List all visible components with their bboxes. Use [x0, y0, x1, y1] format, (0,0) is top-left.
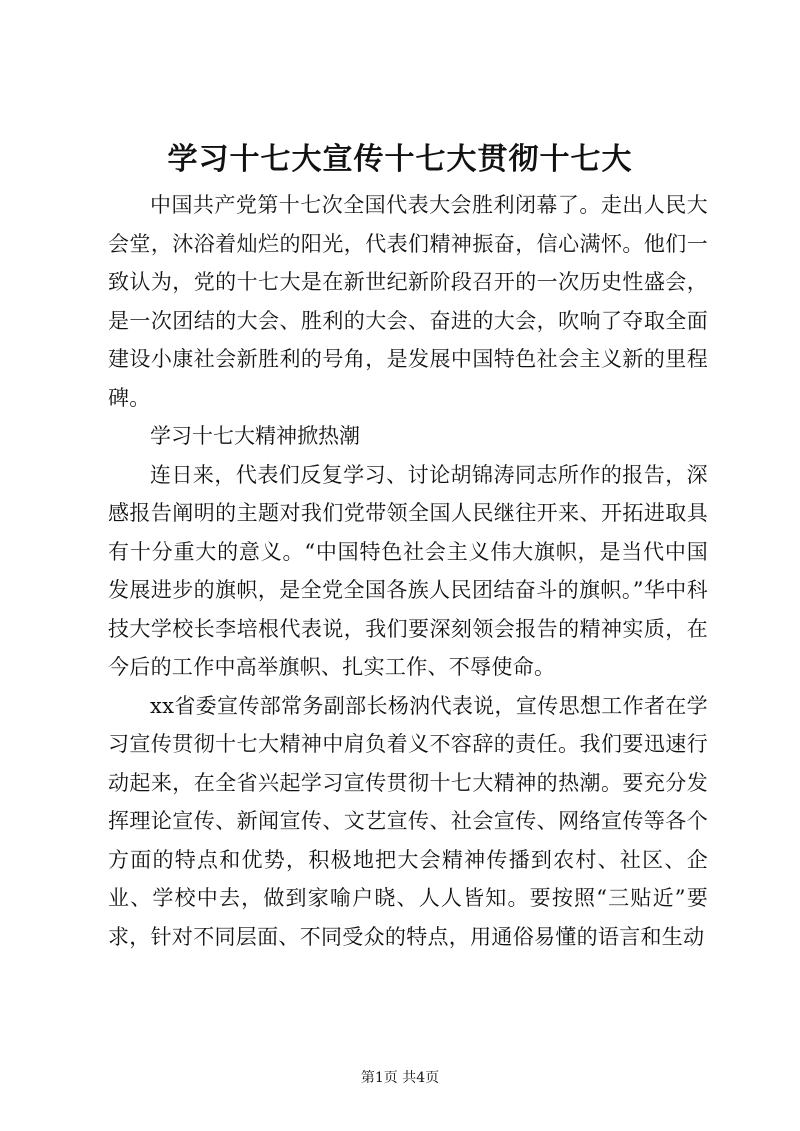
paragraph-intro: 中国共产党第十七次全国代表大会胜利闭幕了。走出人民大会堂，沐浴着灿烂的阳光，代表们精神振奋，信心满怀。他们一致认为，党的十七大是在新世纪新阶段召开的一次历史性盛会，是一次团结的大会、胜利的大会、奋进的大会，吹响了夺取全面建设小康社会新胜利的号角，是发展中国特色社会主义新的里程碑。	[108, 193, 708, 410]
paragraph-delegates: 连日来，代表们反复学习、讨论胡锦涛同志所作的报告，深感报告阐明的主题对我们党带领全国人民继往开来、开拓进取具有十分重大的意义。“中国特色社会主义伟大旗帜，是当代中国发展进步的旗帜，是全党全国各族人民团结奋斗的旗帜。”华中科技大学校长李培根代表说，我们要深刻领会报告的精神实质，在今后的工作中高举旗帜、扎实工作、不辱使命。	[108, 462, 708, 679]
document-body	[108, 186, 708, 956]
paragraph-propaganda: xx省委宣传部常务副部长杨汭代表说，宣传思想工作者在学习宣传贯彻十七大精神中肩负着义不容辞的责任。我们要迅速行动起来，在全省兴起学习宣传贯彻十七大精神的热潮。要充分发挥理论宣传、新闻宣传、文艺宣传、社会宣传、网络宣传等各个方面的特点和优势，积极地把大会精神传播到农村、社区、企业、学校中去，做到家喻户晓、人人皆知。要按照“三贴近”要求，针对不同层面、不同受众的特点，用通俗易懂的语言和生动	[108, 693, 708, 949]
page-number: 第1页 共4页	[360, 1070, 440, 1086]
section-heading: 学习十七大精神掀热潮	[150, 424, 360, 448]
document-title: 学习十七大宣传十七大贯彻十七大	[167, 142, 633, 177]
